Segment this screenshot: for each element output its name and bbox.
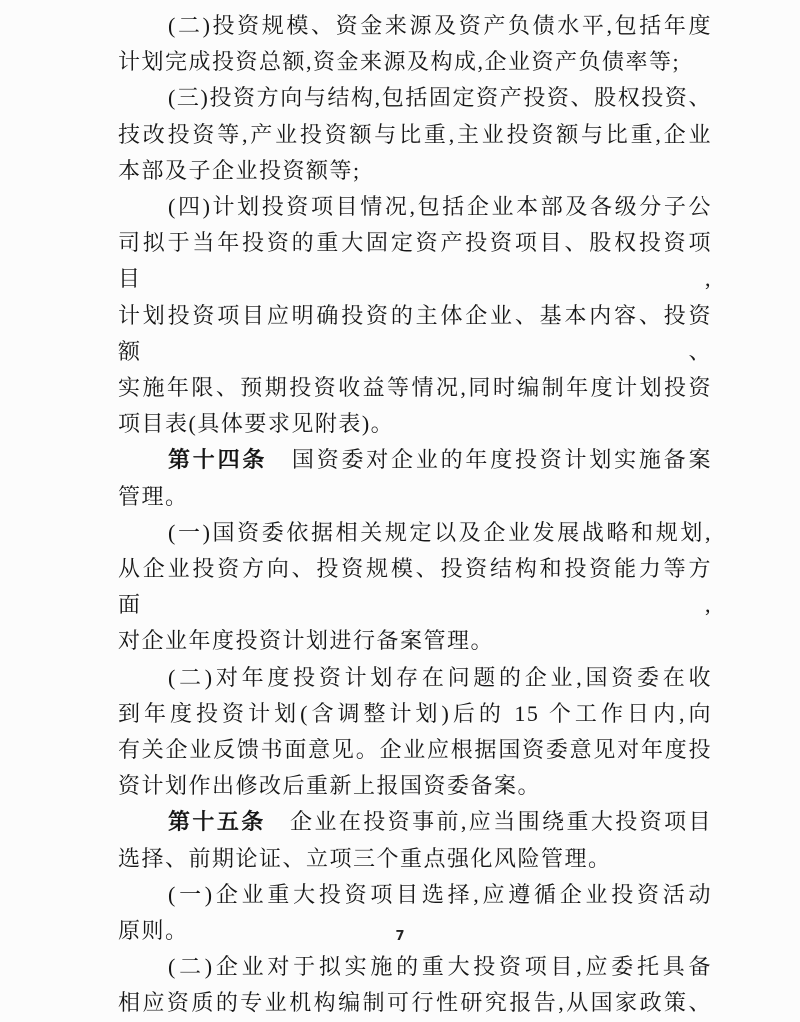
text-line (118, 623, 712, 659)
text-line (118, 189, 712, 225)
text-line (118, 80, 712, 116)
line-text: (二)对年度投资计划存在问题的企业,国资委在收 (168, 664, 712, 690)
line-text: 资计划作出修改后重新上报国资委备案。 (118, 773, 542, 799)
text-line (118, 877, 712, 913)
line-text: (三)投资方向与结构,包括固定资产投资、股权投资、 (168, 85, 712, 111)
line-text: 对企业年度投资计划进行备案管理。 (118, 628, 495, 654)
line-text: 计划完成投资总额,资金来源及构成,企业资产负债率等; (118, 49, 681, 75)
line-text: 实施年限、预期投资收益等情况,同时编制年度计划投资 (118, 375, 712, 401)
document-body (118, 8, 712, 1022)
text-line (118, 841, 712, 877)
line-text: 从企业投资方向、投资规模、投资结构和投资能力等方面, (118, 556, 712, 618)
line-text: 本部及子企业投资额等; (118, 157, 361, 183)
article-number: 第十五条 (168, 809, 266, 835)
line-text: (二)投资规模、资金来源及资产负债水平,包括年度 (168, 13, 712, 38)
text-line (118, 660, 712, 696)
text-line (118, 985, 712, 1021)
text-line (118, 298, 712, 370)
line-text: 国资委对企业的年度投资计划实施备案 (267, 447, 712, 473)
page-number: 7 (395, 929, 405, 944)
line-text: 技改投资等,产业投资额与比重,主业投资额与比重,企业 (118, 121, 712, 147)
text-line (118, 479, 712, 515)
line-text: 到年度投资计划(含调整计划)后的 15 个工作日内,向 (118, 700, 712, 726)
line-text: 项目表(具体要求见附表)。 (118, 411, 395, 437)
text-line (118, 406, 712, 442)
text-line (118, 768, 712, 804)
line-text: 相应资质的专业机构编制可行性研究报告,从国家政策、 (118, 990, 712, 1016)
text-line (118, 225, 712, 297)
text-line (118, 949, 712, 985)
article-number: 第十四条 (168, 447, 268, 473)
line-text: 原则。 (118, 918, 189, 944)
text-line (118, 696, 712, 732)
line-text: (四)计划投资项目情况,包括企业本部及各级分子公 (168, 194, 712, 220)
line-text: 管理。 (118, 483, 189, 509)
line-text: 企业在投资事前,应当围绕重大投资项目 (265, 809, 712, 835)
line-text: 司拟于当年投资的重大固定资产投资项目、股权投资项目, (118, 230, 712, 292)
text-line (118, 804, 712, 840)
text-line (118, 551, 712, 623)
line-text: (一)国资委依据相关规定以及企业发展战略和规划, (168, 519, 712, 545)
text-line (118, 442, 712, 478)
text-line (118, 44, 712, 80)
text-line (118, 732, 712, 768)
line-text: 有关企业反馈书面意见。企业应根据国资委意见对年度投 (118, 737, 712, 763)
line-text: 选择、前期论证、立项三个重点强化风险管理。 (118, 845, 612, 871)
text-line (118, 153, 712, 189)
text-line (118, 8, 712, 44)
text-line (118, 515, 712, 551)
line-text: 计划投资项目应明确投资的主体企业、基本内容、投资额、 (118, 302, 712, 364)
text-line (118, 117, 712, 153)
line-text: (二)企业对于拟实施的重大投资项目,应委托具备 (168, 954, 712, 980)
text-line (118, 370, 712, 406)
line-text: (一)企业重大投资项目选择,应遵循企业投资活动 (168, 881, 712, 907)
